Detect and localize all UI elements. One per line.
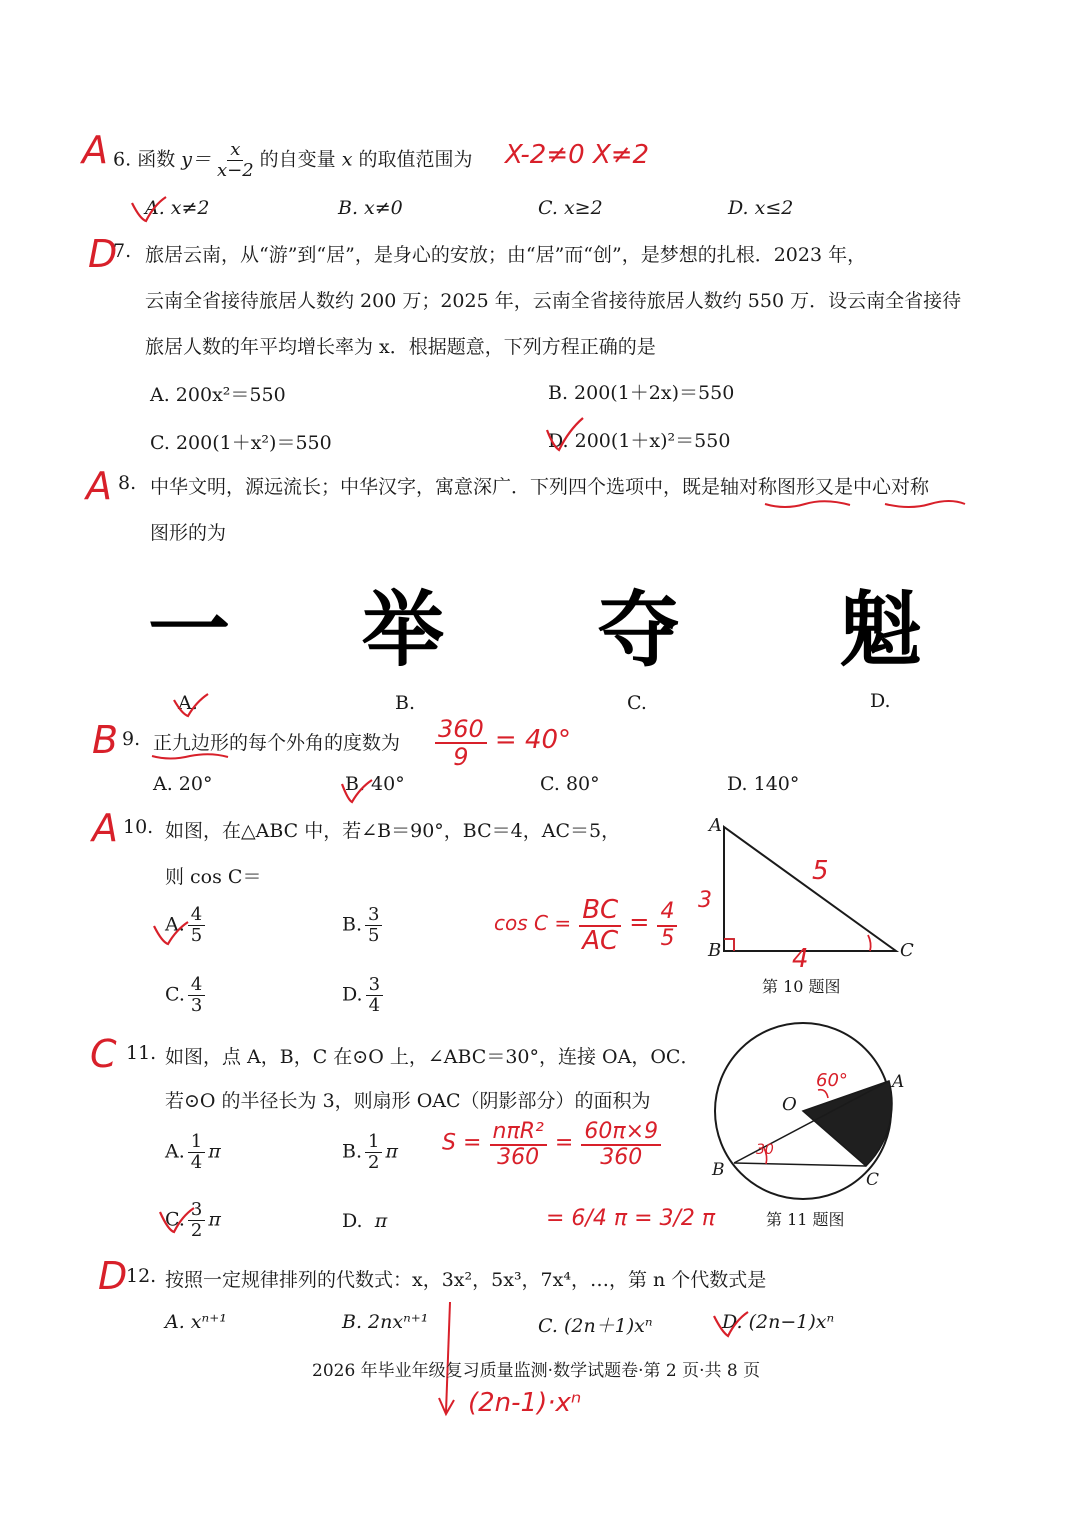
q12-hand-result: (2n-1)·xⁿ [468,1388,582,1418]
q10-option-b: B. $\frac{3}{5}$ [342,905,385,946]
q12-answer-mark: D [98,1254,128,1298]
q10-hand-side-ab: 3 [698,888,712,913]
q6-text: 函数 [137,148,176,171]
q11-hand-30: 30 [756,1142,774,1158]
q11-caption: 第 11 题图 [766,1210,845,1229]
q8-label-c: C. [627,692,647,714]
q12-option-c: C. (2n＋1)xⁿ [538,1315,653,1337]
q6-y: y＝ [181,148,211,171]
q11-point-a: A [892,1072,905,1092]
q11-check-icon [158,1206,198,1236]
q6-answer-mark: A [82,128,108,172]
q10-vertex-a: A [709,815,722,836]
q10-vertex-c: C [900,940,914,961]
q11-hand-60: 60° [816,1070,848,1091]
q9-handwritten-work: $\frac{360}{9}$ = 40° [432,716,571,771]
q11-answer-mark: C [90,1032,117,1076]
q9-text: 正九边形的每个外角的度数为 [153,732,401,754]
q11-point-c: C [866,1170,880,1190]
q10-option-d: D. $\frac{3}{4}$ [342,975,386,1016]
q8-check-icon [172,692,212,720]
q7-line-2: 云南全省接待旅居人数约 200 万；2025 年，云南全省接待旅居人数约 550 万．设云南全省接待 [145,290,962,312]
q6-handwritten-work: X-2≠0 X≠2 [505,140,650,170]
q10-option-c: C. $\frac{4}{3}$ [165,975,208,1016]
q8-line-1: 中华文明，源远流长；中华汉字，寓意深广．下列四个选项中，既是轴对称图形又是中心对称 [150,476,930,498]
q6-number: 6. [113,148,132,171]
q7-check-icon [545,418,585,454]
q9-underline-mark [150,752,230,762]
q8-glyph-c: 夺 [598,583,681,678]
q11-center-o: O [782,1094,797,1115]
q10-answer-mark: A [92,806,118,850]
q12-option-b: B. 2nxⁿ⁺¹ [342,1311,429,1333]
q8-glyph-b: 举 [362,583,445,678]
q10-vertex-b: B [708,940,722,961]
q11-point-b: B [712,1160,725,1180]
q12-check-icon [712,1310,752,1340]
q10-option-a: A. $\frac{4}{5}$ [165,905,208,946]
q7-option-b: B. 200(1＋2x)＝550 [548,382,735,404]
q7-option-a: A. 200x²＝550 [150,384,286,406]
q9-check-icon [340,778,376,806]
q6-option-d: D. x≤2 [728,197,794,219]
q10-handwritten-work: cos C = $\frac{BC}{AC}$ = $\frac{4}{5}$ [494,896,680,955]
q7-line-3: 旅居人数的年平均增长率为 x．根据题意，下列方程正确的是 [145,336,656,358]
q8-label-b: B. [395,692,416,714]
q11-option-c: C. $\frac{3}{2}$ π [165,1199,221,1241]
q10-line-1: 如图，在△ABC 中，若∠B＝90°，BC＝4，AC＝5， [165,820,621,842]
q10-hand-side-ac: 5 [812,856,829,886]
q11-handwritten-work: S = $\frac{\text{nπR²}}{360}$ = $\frac{60\pi\times 9}{360}$ [442,1120,664,1170]
q9-number: 9. [122,728,141,750]
q10-number: 10. [123,816,154,838]
q8-label-d: D. [870,690,891,712]
q12-number: 12. [126,1265,157,1287]
page-footer: 2026 年毕业年级复习质量监测·数学试题卷·第 2 页·共 8 页 [312,1361,761,1381]
q8-underline-marks [760,500,970,510]
q8-number: 8. [118,472,137,494]
q9-option-b: B. 40° [345,773,405,795]
q9-option-d: D. 140° [727,773,800,795]
q7-line-1: 旅居云南，从“游”到“居”，是身心的安放；由“居”而“创”，是梦想的扎根．2023 年， [145,244,867,266]
q12-option-a: A. xⁿ⁺¹ [165,1311,227,1333]
q11-number: 11. [126,1042,157,1064]
q6-option-b: B. x≠0 [338,197,403,219]
q11-line-2: 若⊙O 的半径长为 3，则扇形 OAC（阴影部分）的面积为 [165,1090,651,1112]
q7-answer-mark: D [88,232,118,276]
q8-glyph-a: 一 [148,583,231,678]
q10-caption: 第 10 题图 [762,977,841,996]
q8-answer-mark: A [86,464,112,508]
q9-option-a: A. 20° [153,773,213,795]
q8-label-a: A. [178,692,198,714]
q10-hand-side-bc: 4 [792,944,809,974]
q10-line-2: 则 cos C＝ [165,866,262,888]
q8-line-2: 图形的为 [150,522,227,544]
q7-number: 7. [113,240,132,262]
q12-option-d: D. (2n−1)xⁿ [722,1311,835,1333]
q7-option-c: C. 200(1＋x²)＝550 [150,432,332,454]
q6-stem: 6. 函数 y＝ $\frac{x}{x-2}$ 的自变量 x 的取值范围为 [113,139,473,181]
q7-option-d: D. 200(1＋x)²＝550 [548,430,731,452]
q6-option-c: C. x≥2 [538,197,603,219]
q8-glyph-d: 魁 [840,583,923,678]
q11-option-a: A. $\frac{1}{4}$ π [165,1131,221,1173]
q9-answer-mark: B [92,718,119,762]
q10-check-icon [152,920,192,948]
q11-option-b: B. $\frac{1}{2}$ π [342,1131,398,1173]
q6-check-icon [130,195,170,225]
q11-line-1: 如图，点 A，B，C 在⊙O 上，∠ABC＝30°，连接 OA，OC． [165,1046,700,1068]
q12-text: 按照一定规律排列的代数式：x，3x²，5x³，7x⁴，…，第 n 个代数式是 [165,1269,767,1291]
q11-hand-result: = 6/4 π = 3/2 π [546,1206,716,1231]
q6-option-a: A. x≠2 [145,197,210,219]
q9-option-c: C. 80° [540,773,600,795]
q6-fraction: $\frac{x}{x-2}$ [216,139,254,181]
q11-option-d: D. π [342,1210,388,1232]
